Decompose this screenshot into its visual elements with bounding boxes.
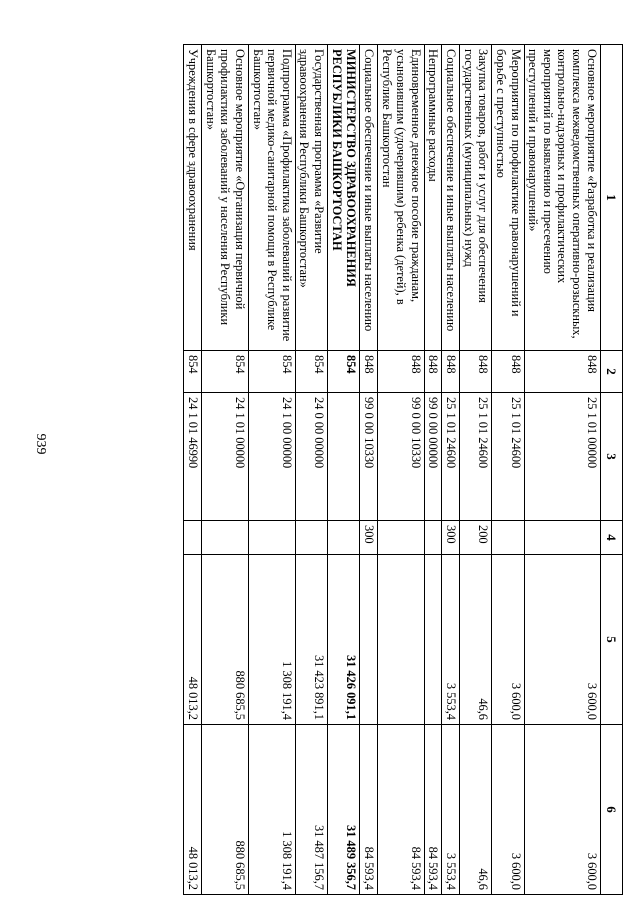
table-row bbox=[524, 45, 600, 895]
cell-expense-type bbox=[492, 521, 524, 555]
table-row bbox=[442, 45, 460, 895]
cell-admin-code: 848 bbox=[424, 351, 442, 393]
table-row bbox=[360, 45, 378, 895]
cell-name: Государственная программа «Развитие здравоохранения Республики Башкортостан» bbox=[295, 45, 327, 351]
cell-name: Подпрограмма «Профилактика заболеваний и развитие первичной медико-санитарной помощи в Республике Башкортостан» bbox=[248, 45, 295, 351]
cell-admin-code: 848 bbox=[460, 351, 492, 393]
cell-expense-type: 300 bbox=[360, 521, 378, 555]
header-col-4: 4 bbox=[600, 521, 622, 555]
budget-table bbox=[183, 44, 623, 895]
cell-target-code: 25 1 01 00000 bbox=[524, 393, 600, 521]
table-row bbox=[295, 45, 327, 895]
cell-name: Основное мероприятие «Разработка и реализация комплекса межведомственных оперативно-розыскных, контрольно-надзорных и профилактических мероприятий по выявлению и пресечению преступлений и правонарушений» bbox=[524, 45, 600, 351]
cell-admin-code: 848 bbox=[377, 351, 424, 393]
cell-amount-year-2: 46,6 bbox=[460, 725, 492, 895]
table-row bbox=[424, 45, 442, 895]
cell-amount-year-1: 880 685,5 bbox=[202, 555, 249, 725]
cell-expense-type bbox=[377, 521, 424, 555]
table-row bbox=[248, 45, 295, 895]
cell-admin-code: 854 bbox=[184, 351, 202, 393]
header-col-2: 2 bbox=[600, 351, 622, 393]
header-col-1: 1 bbox=[600, 45, 622, 351]
cell-name: Основное мероприятие «Организация первичной профилактики заболеваний у населения Республики Башкортостан» bbox=[202, 45, 249, 351]
cell-target-code: 24 1 00 00000 bbox=[248, 393, 295, 521]
cell-amount-year-2: 3 600,0 bbox=[524, 725, 600, 895]
cell-amount-year-2: 84 593,4 bbox=[424, 725, 442, 895]
cell-target-code: 99 0 00 10330 bbox=[377, 393, 424, 521]
rotated-table-container bbox=[83, 44, 623, 894]
cell-amount-year-2: 31 489 356,7 bbox=[328, 725, 360, 895]
cell-amount-year-1: 1 308 191,4 bbox=[248, 555, 295, 725]
cell-expense-type bbox=[184, 521, 202, 555]
header-col-3: 3 bbox=[600, 393, 622, 521]
cell-expense-type bbox=[295, 521, 327, 555]
cell-amount-year-1 bbox=[360, 555, 378, 725]
cell-amount-year-1: 48 013,2 bbox=[184, 555, 202, 725]
table-row bbox=[460, 45, 492, 895]
cell-admin-code: 854 bbox=[202, 351, 249, 393]
cell-amount-year-1: 46,6 bbox=[460, 555, 492, 725]
cell-amount-year-1: 3 600,0 bbox=[492, 555, 524, 725]
table-row bbox=[328, 45, 360, 895]
cell-amount-year-1: 3 553,4 bbox=[442, 555, 460, 725]
cell-admin-code: 854 bbox=[295, 351, 327, 393]
cell-expense-type: 300 bbox=[442, 521, 460, 555]
cell-admin-code: 848 bbox=[360, 351, 378, 393]
cell-name: Социальное обеспечение и иные выплаты населению bbox=[442, 45, 460, 351]
cell-target-code: 25 1 01 24600 bbox=[492, 393, 524, 521]
cell-amount-year-1: 31 423 891,1 bbox=[295, 555, 327, 725]
page-number: 939 bbox=[33, 433, 48, 455]
cell-target-code: 25 1 01 24600 bbox=[460, 393, 492, 521]
cell-amount-year-2: 84 593,4 bbox=[377, 725, 424, 895]
cell-target-code: 99 0 00 00000 bbox=[424, 393, 442, 521]
cell-amount-year-2: 48 013,2 bbox=[184, 725, 202, 895]
cell-target-code bbox=[328, 393, 360, 521]
cell-amount-year-2: 3 600,0 bbox=[492, 725, 524, 895]
table-header-row bbox=[600, 45, 622, 895]
cell-amount-year-1: 3 600,0 bbox=[524, 555, 600, 725]
cell-name: МИНИСТЕРСТВО ЗДРАВООХРАНЕНИЯ РЕСПУБЛИКИ БАШКОРТОСТАН bbox=[328, 45, 360, 351]
cell-expense-type bbox=[328, 521, 360, 555]
cell-amount-year-2: 84 593,4 bbox=[360, 725, 378, 895]
cell-target-code: 24 0 00 00000 bbox=[295, 393, 327, 521]
cell-amount-year-2: 880 685,5 bbox=[202, 725, 249, 895]
cell-amount-year-2: 1 308 191,4 bbox=[248, 725, 295, 895]
cell-expense-type bbox=[248, 521, 295, 555]
cell-target-code: 24 1 01 00000 bbox=[202, 393, 249, 521]
cell-amount-year-2: 3 553,4 bbox=[442, 725, 460, 895]
cell-name: Социальное обеспечение и иные выплаты населению bbox=[360, 45, 378, 351]
cell-name: Единовременное денежное пособие гражданам, усыновившим (удочерившим) ребенка (детей), в Республике Башкортостан bbox=[377, 45, 424, 351]
table-row bbox=[377, 45, 424, 895]
cell-name: Закупка товаров, работ и услуг для обеспечения государственных (муниципальных) нужд bbox=[460, 45, 492, 351]
cell-expense-type: 200 bbox=[460, 521, 492, 555]
cell-admin-code: 848 bbox=[524, 351, 600, 393]
cell-amount-year-2: 31 487 156,7 bbox=[295, 725, 327, 895]
cell-expense-type bbox=[202, 521, 249, 555]
table-row bbox=[184, 45, 202, 895]
header-col-6: 6 bbox=[600, 725, 622, 895]
cell-name: Непрограммные расходы bbox=[424, 45, 442, 351]
cell-name: Учреждения в сфере здравоохранения bbox=[184, 45, 202, 351]
cell-target-code: 99 0 00 10330 bbox=[360, 393, 378, 521]
table-body bbox=[184, 45, 600, 895]
cell-amount-year-1: 31 426 091,1 bbox=[328, 555, 360, 725]
cell-admin-code: 848 bbox=[492, 351, 524, 393]
cell-name: Мероприятия по профилактике правонарушений и борьбе с преступностью bbox=[492, 45, 524, 351]
cell-expense-type bbox=[524, 521, 600, 555]
cell-expense-type bbox=[424, 521, 442, 555]
header-col-5: 5 bbox=[600, 555, 622, 725]
cell-admin-code: 854 bbox=[328, 351, 360, 393]
cell-target-code: 24 1 01 46990 bbox=[184, 393, 202, 521]
cell-amount-year-1 bbox=[377, 555, 424, 725]
cell-admin-code: 854 bbox=[248, 351, 295, 393]
table-row bbox=[492, 45, 524, 895]
table-row bbox=[202, 45, 249, 895]
cell-target-code: 25 1 01 24600 bbox=[442, 393, 460, 521]
cell-amount-year-1 bbox=[424, 555, 442, 725]
cell-admin-code: 848 bbox=[442, 351, 460, 393]
